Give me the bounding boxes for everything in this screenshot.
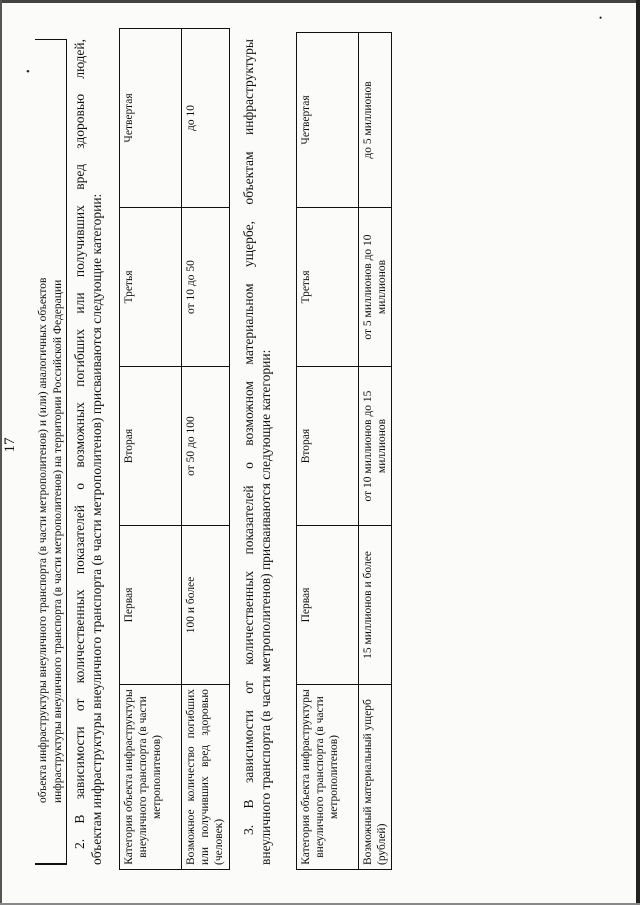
table-header-cell: Третья [297, 208, 359, 367]
table-cell: от 10 миллионов до 15 миллионов [359, 367, 392, 526]
table-header-cell: Первая [297, 526, 359, 685]
casualty-category-table [119, 28, 230, 870]
section-2-paragraph [71, 39, 105, 865]
table-row [182, 29, 230, 870]
section-3-line-2: внеуличного транспорта (в части метрополитенов) присваиваются следующие категории: [258, 349, 273, 865]
header-line-1: объекта инфраструктуры внеуличного транспорта (в части метрополитенов) и (или) аналогичных объектов [37, 277, 49, 803]
table-cell: до 5 миллионов [359, 33, 392, 208]
table-cell: 100 и более [182, 526, 230, 685]
table-header-cell: Третья [120, 208, 182, 367]
table-header-cell: Четвертая [297, 33, 359, 208]
scan-speck: • [26, 66, 30, 78]
table-cell: до 10 [182, 29, 230, 208]
table-header-row [120, 29, 182, 870]
table-header-row [297, 33, 359, 870]
table-header-cell: Категория объекта инфраструктуры внеуличного транспорта (в части метрополитенов) [297, 685, 359, 870]
table-header-cell: Вторая [297, 367, 359, 526]
scan-speck: • [599, 13, 603, 23]
section-3-line-1: 3. В зависимости от количественных показателей о возможном материальном ущербе, объектам инфраструктуры [241, 39, 256, 835]
section-2-line-1: 2. В зависимости от количественных показателей о возможных погибших или получивших вред здоровью людей, [72, 39, 87, 849]
page-number: 17 [2, 437, 18, 453]
table-row-label: Возможное количество погибших или получивших вред здоровью (человек) [182, 685, 230, 870]
table-cell: от 5 миллионов до 10 миллионов [359, 208, 392, 367]
table-header-cell: Первая [120, 526, 182, 685]
table-cell: от 50 до 100 [182, 367, 230, 526]
section-3-paragraph [240, 39, 274, 865]
table-header-cell: Вторая [120, 367, 182, 526]
table-cell: от 10 до 50 [182, 208, 230, 367]
table-continuation-header [35, 39, 67, 865]
header-line-2: инфраструктуры внеуличного транспорта (в части метрополитенов) на территории Российской Федерации [52, 279, 64, 803]
table-header-cell: Категория объекта инфраструктуры внеуличного транспорта (в части метрополитенов) [120, 685, 182, 870]
damage-category-table [296, 32, 392, 870]
table-header-cell: Четвертая [120, 29, 182, 208]
table-row [359, 33, 392, 870]
section-2-line-2: объектам инфраструктуры внеуличного транспорта (в части метрополитенов) присваиваются следующие категории: [89, 193, 104, 865]
table-cell: 15 миллионов и более [359, 526, 392, 685]
table-row-label: Возможный материальный ущерб (рублей) [359, 685, 392, 870]
